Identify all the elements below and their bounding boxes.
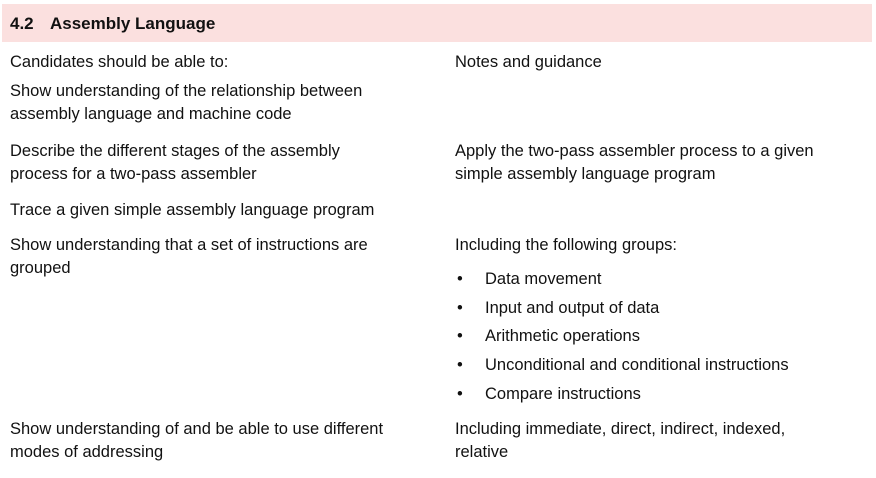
objective-row-2 (10, 140, 430, 186)
guidance-line: relative (455, 443, 509, 461)
objective-row-4 (10, 234, 430, 280)
guidance-bullet-list (455, 265, 865, 408)
list-item (455, 265, 865, 294)
objective-line: Show understanding of and be able to use different (10, 420, 384, 438)
bullet-icon: • (457, 298, 463, 317)
list-item (455, 380, 865, 409)
objective-line: Show understanding of the relationship between (10, 82, 363, 100)
bullet-icon: • (457, 270, 463, 288)
section-number: 4.2 (10, 13, 34, 33)
objective-row-3 (10, 199, 430, 222)
bullet-text: Compare instructions (485, 384, 641, 403)
guidance-line: Including immediate, direct, indirect, indexed, (455, 420, 786, 438)
guidance-row-5 (455, 418, 865, 464)
bullet-icon: • (457, 384, 463, 403)
left-column-header (10, 51, 430, 74)
bullet-icon: • (457, 356, 463, 375)
guidance-line: simple assembly language program (455, 165, 716, 183)
section-header (2, 4, 872, 42)
list-item (455, 351, 865, 380)
objective-line: modes of addressing (10, 443, 164, 461)
bullet-text: Data movement (485, 270, 602, 288)
bullet-text: Input and output of data (485, 298, 660, 317)
guidance-intro: Including the following groups: (455, 236, 677, 254)
list-item (455, 322, 865, 351)
objective-line: Trace a given simple assembly language program (10, 201, 375, 219)
objective-line: Show understanding that a set of instructions are (10, 236, 368, 254)
objective-line: assembly language and machine code (10, 105, 292, 123)
left-column-header-text: Candidates should be able to: (10, 53, 229, 71)
objective-line: process for a two-pass assembler (10, 165, 257, 183)
guidance-row-2 (455, 140, 865, 186)
list-item (455, 294, 865, 323)
guidance-row-4 (455, 234, 865, 257)
guidance-line: Apply the two-pass assembler process to a given (455, 142, 814, 160)
objective-line: grouped (10, 259, 71, 277)
section-title: Assembly Language (50, 13, 216, 33)
objective-line: Describe the different stages of the assembly (10, 142, 340, 160)
right-column-header (455, 51, 865, 74)
objective-row-1 (10, 80, 430, 126)
objective-row-5 (10, 418, 430, 464)
bullet-text: Arithmetic operations (485, 327, 640, 346)
right-column-header-text: Notes and guidance (455, 53, 602, 71)
bullet-text: Unconditional and conditional instructions (485, 356, 789, 375)
bullet-icon: • (457, 327, 463, 346)
